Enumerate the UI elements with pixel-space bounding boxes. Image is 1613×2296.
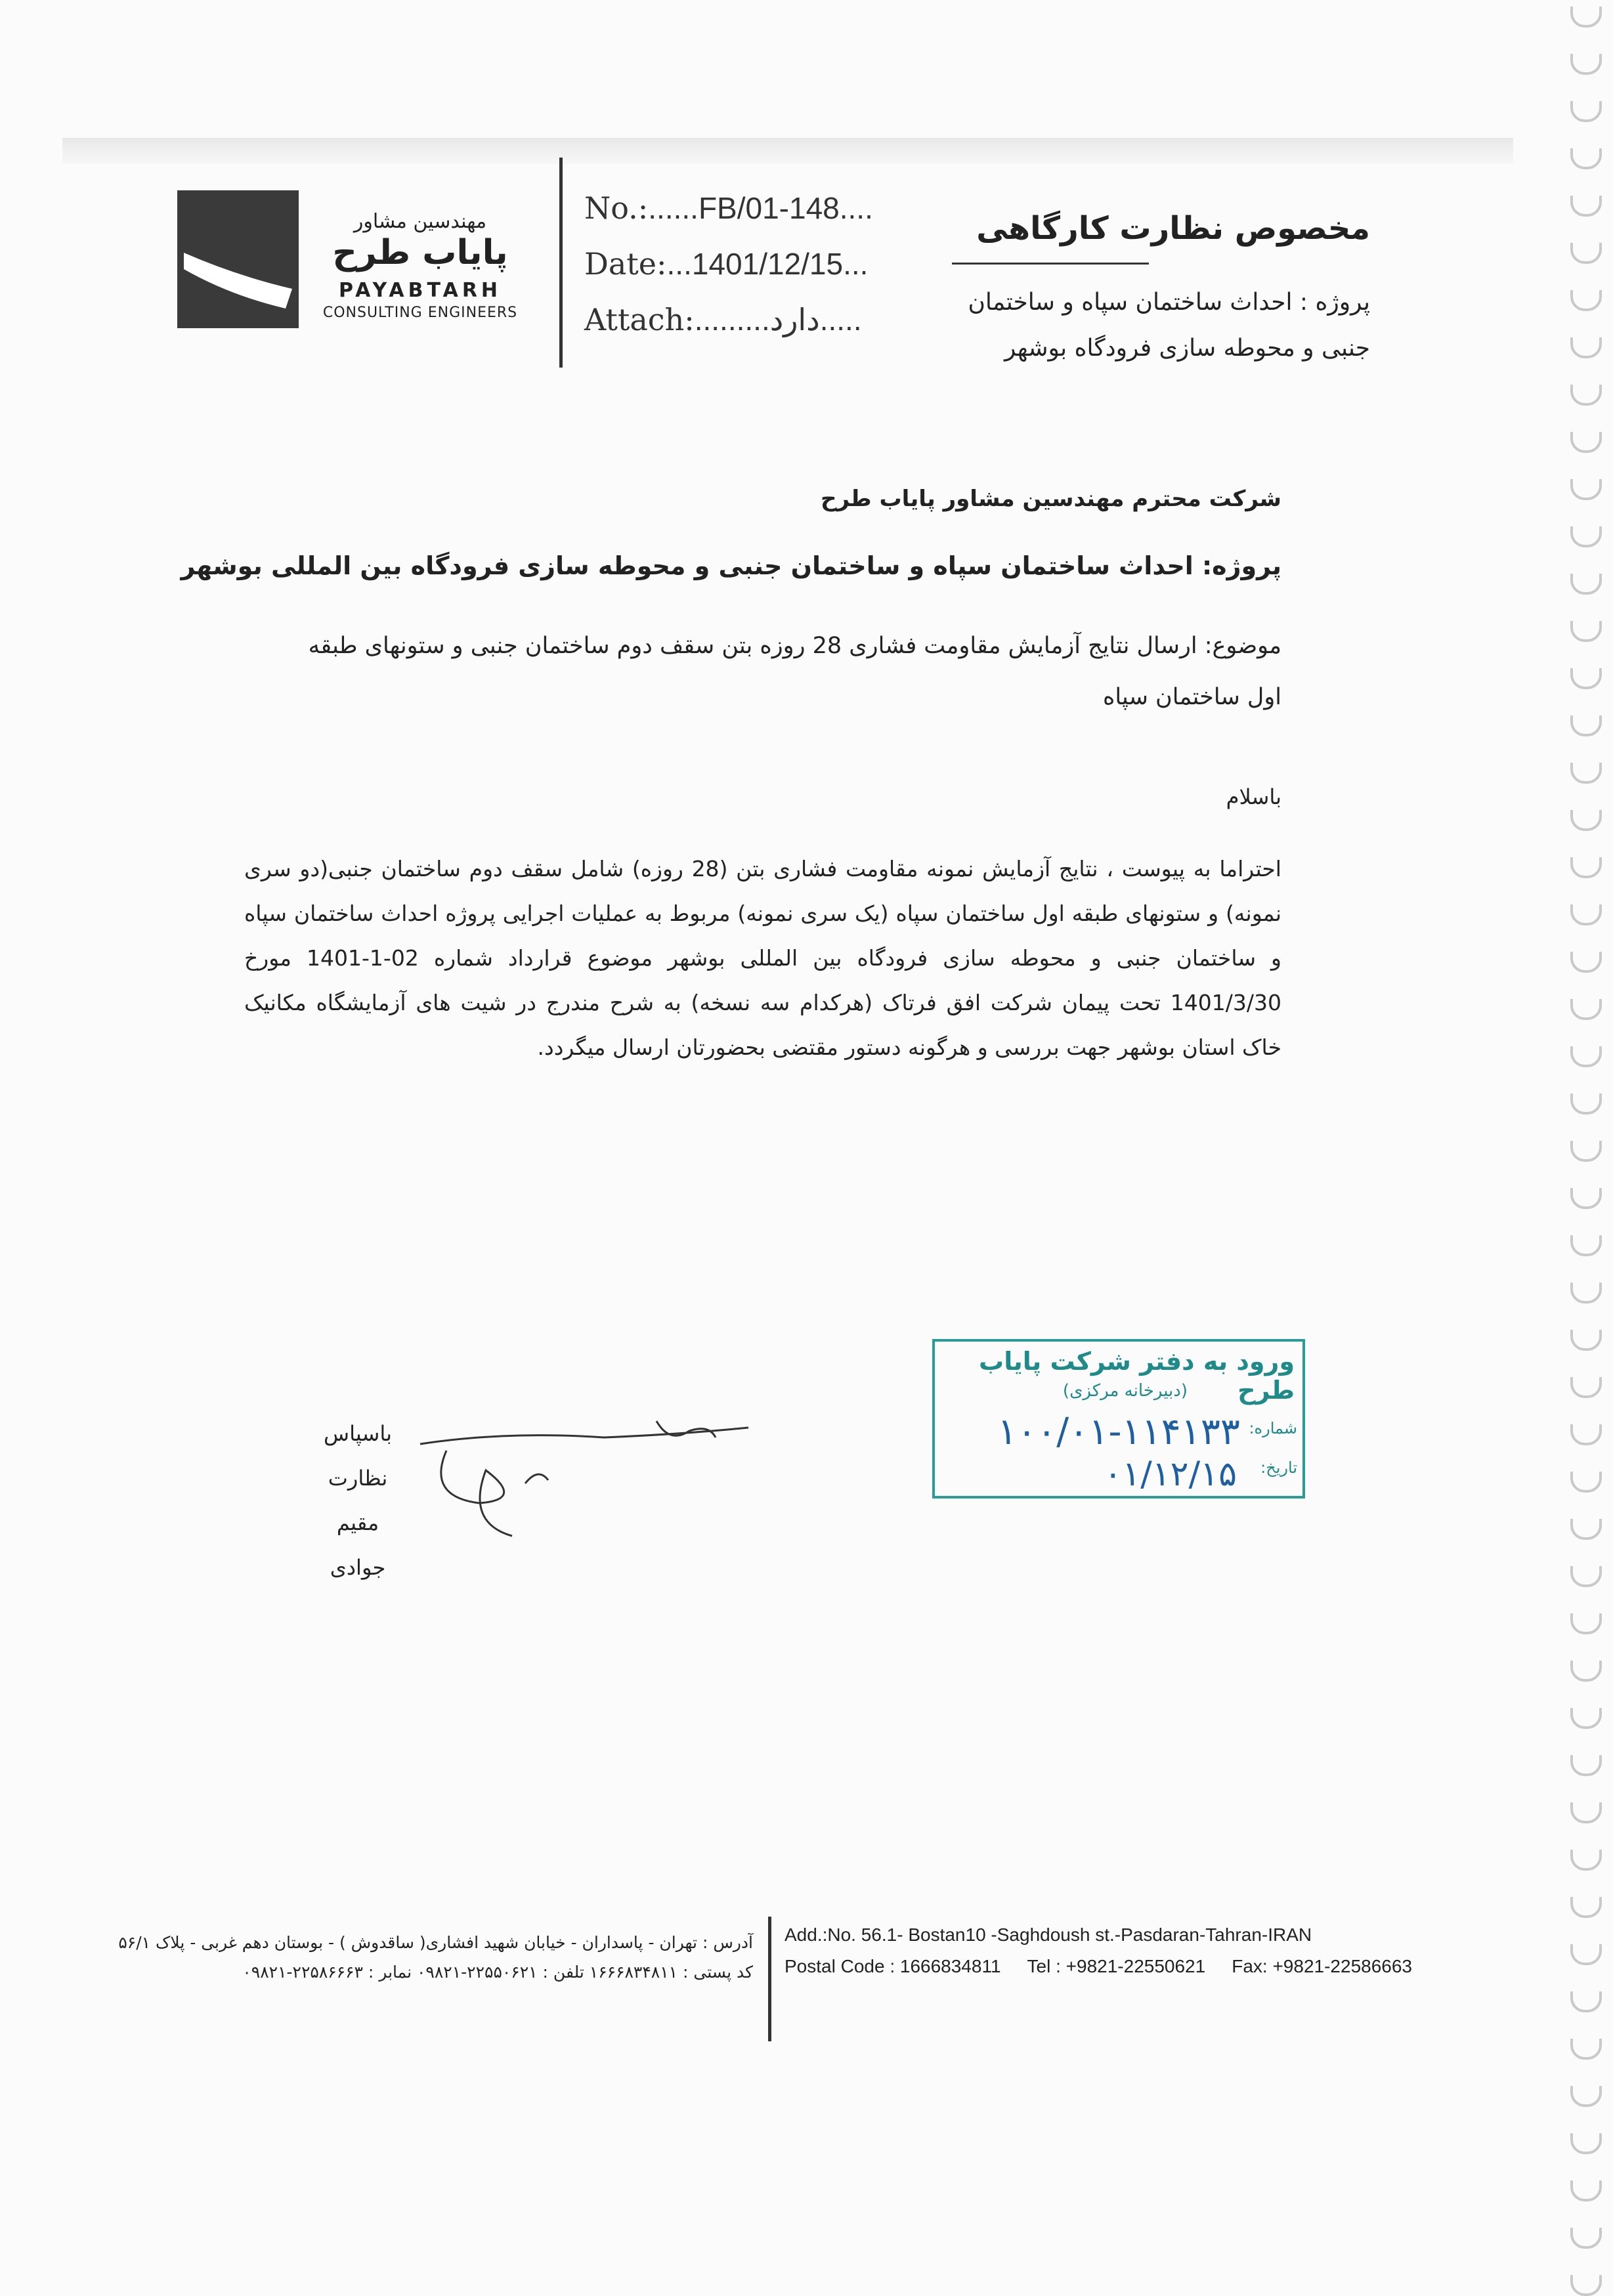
spiral-ring bbox=[1570, 1283, 1602, 1304]
stamp-number-value: ۱۰۰/۰۱-۱۱۴۱۳۳ bbox=[997, 1411, 1240, 1453]
logo-fa-subtitle: مهندسین مشاور bbox=[353, 210, 487, 233]
signature-block bbox=[309, 1411, 407, 1590]
header-divider bbox=[559, 158, 563, 368]
spiral-ring bbox=[1570, 1141, 1602, 1162]
recipient: شرکت محترم مهندسین مشاور پایاب طرح bbox=[821, 486, 1281, 512]
footer-contact-en bbox=[785, 1956, 1438, 1977]
spiral-ring bbox=[1570, 1661, 1602, 1682]
spiral-ring bbox=[1570, 290, 1602, 311]
letter-attach-value: .........دارد..... bbox=[694, 303, 862, 337]
stamp-subtitle: (دبیرخانه مرکزی) bbox=[1062, 1381, 1188, 1401]
spiral-ring bbox=[1570, 148, 1602, 169]
header-project-line2: جنبی و محوطه سازی فرودگاه بوشهر bbox=[1004, 335, 1370, 362]
greeting: باسلام bbox=[1226, 784, 1281, 809]
spiral-ring bbox=[1570, 999, 1602, 1020]
letter-number-value: ......FB/01-148.... bbox=[648, 191, 873, 225]
spiral-ring bbox=[1570, 1944, 1602, 1965]
spiral-ring bbox=[1570, 2275, 1602, 2296]
logo-en-subtitle: CONSULTING ENGINEERS bbox=[322, 305, 518, 321]
letter-number bbox=[584, 190, 873, 226]
spiral-ring bbox=[1570, 1708, 1602, 1729]
spiral-ring bbox=[1570, 2086, 1602, 2107]
stamp-date-label: تاریخ: bbox=[1260, 1458, 1297, 1477]
spiral-binding bbox=[1570, 0, 1606, 2287]
logo-english-text bbox=[309, 279, 532, 321]
footer-fax: Fax: +9821-22586663 bbox=[1232, 1956, 1412, 1976]
spiral-ring bbox=[1570, 2180, 1602, 2201]
signature-role: نظارت مقیم bbox=[328, 1466, 388, 1535]
footer-contact-fa: کد پستی : ۱۶۶۶۸۳۴۸۱۱ تلفن : ۲۲۵۵۰۶۲۱-۰۹۸۲۱ نمابر : ۲۲۵۸۶۶۶۳-۰۹۸۲۱ bbox=[242, 1963, 753, 1982]
letter-attachment bbox=[584, 302, 862, 337]
spiral-ring bbox=[1570, 1235, 1602, 1256]
header-project-line1: پروژه : احداث ساختمان سپاه و ساختمان bbox=[968, 289, 1370, 316]
letter-attach-label: Attach: bbox=[584, 302, 695, 337]
subject-line: موضوع: ارسال نتایج آزمایش مقاومت فشاری 28 روزه بتن سقف دوم ساختمان جنبی و ستونهای طبقه اول ساختمان سپاه bbox=[308, 633, 1281, 710]
signature-thanks: باسپاس bbox=[324, 1421, 392, 1446]
spiral-ring bbox=[1570, 1991, 1602, 2012]
letter-date-label: Date: bbox=[584, 246, 667, 282]
stamp-number-label: شماره: bbox=[1249, 1419, 1297, 1437]
spiral-ring bbox=[1570, 1755, 1602, 1776]
supervision-title: مخصوص نظارت کارگاهی bbox=[976, 210, 1370, 247]
spiral-ring bbox=[1570, 1472, 1602, 1493]
spiral-ring bbox=[1570, 621, 1602, 642]
spiral-ring bbox=[1570, 1330, 1602, 1351]
letter-number-label: No.: bbox=[584, 190, 649, 226]
letter-date-value: ...1401/12/15... bbox=[666, 247, 869, 281]
spiral-ring bbox=[1570, 668, 1602, 689]
supervision-underline bbox=[952, 263, 1149, 265]
spiral-ring bbox=[1570, 2133, 1602, 2154]
spiral-ring bbox=[1570, 7, 1602, 28]
project-title: پروژه: احداث ساختمان سپاه و ساختمان جنبی و محوطه سازی فرودگاه بین المللی بوشهر bbox=[181, 551, 1281, 580]
spiral-ring bbox=[1570, 196, 1602, 217]
spiral-ring bbox=[1570, 857, 1602, 878]
stamp-title: ورود به دفتر شرکت پایاب طرح bbox=[979, 1347, 1295, 1405]
spiral-ring bbox=[1570, 1377, 1602, 1398]
spiral-ring bbox=[1570, 1046, 1602, 1067]
signature-name: جوادی bbox=[330, 1555, 386, 1580]
scan-shadow-band bbox=[62, 138, 1513, 164]
company-logo-mark bbox=[177, 190, 299, 328]
spiral-ring bbox=[1570, 1613, 1602, 1634]
spiral-ring bbox=[1570, 243, 1602, 264]
spiral-ring bbox=[1570, 1850, 1602, 1871]
logo-fa-name: پایاب طرح bbox=[332, 233, 508, 272]
spiral-ring bbox=[1570, 715, 1602, 736]
spiral-ring bbox=[1570, 1424, 1602, 1445]
spiral-ring bbox=[1570, 2228, 1602, 2249]
footer-address-fa: آدرس : تهران - پاسداران - خیابان شهید افشاری( ساقدوش ) - بوستان دهم غربی - پلاک ۵۶/۱ bbox=[118, 1933, 753, 1952]
spiral-ring bbox=[1570, 1897, 1602, 1918]
logo-persian-text bbox=[309, 210, 532, 272]
spiral-ring bbox=[1570, 1566, 1602, 1587]
footer-divider bbox=[768, 1917, 771, 2041]
spiral-ring bbox=[1570, 574, 1602, 595]
handwritten-signature bbox=[407, 1405, 775, 1549]
spiral-ring bbox=[1570, 101, 1602, 122]
body-paragraph: احتراما به پیوست ، نتایج آزمایش نمونه مقاومت فشاری بتن (28 روزه) شامل سقف دوم ساختمان جنبی(دو سری نمونه) و ستونهای طبقه اول ساختمان سپاه (یک سری نمونه) مربوط به عملیات اجرایی پروژه احداث ساختمان سپاه و ساختمان جنبی و محوطه سازی فرودگاه بین المللی بوشهر موضوع قرارداد شماره 02-1-1401 مورخ 1401/3/30 تحت پیمان شرکت افق فرتاک (هرکدام سه نسخه) به شرح مندرج در شیت های آزمایشگاه مکانیک خاک استان بوشهر جهت بررسی و هرگونه دستور مقتضی بحضورتان ارسال میگردد. bbox=[244, 856, 1281, 1060]
spiral-ring bbox=[1570, 1802, 1602, 1823]
spiral-ring bbox=[1570, 432, 1602, 453]
spiral-ring bbox=[1570, 54, 1602, 75]
spiral-ring bbox=[1570, 952, 1602, 973]
stamp-date-value: ۰۱/۱۲/۱۵ bbox=[1104, 1455, 1237, 1494]
spiral-ring bbox=[1570, 763, 1602, 784]
spiral-ring bbox=[1570, 1094, 1602, 1115]
spiral-ring bbox=[1570, 1188, 1602, 1209]
footer-tel: Tel : +9821-22550621 bbox=[1027, 1956, 1206, 1976]
spiral-ring bbox=[1570, 810, 1602, 831]
receipt-stamp bbox=[932, 1339, 1305, 1499]
logo-icon bbox=[177, 190, 299, 328]
letter-date bbox=[584, 246, 868, 282]
logo-en-name: PAYABTARH bbox=[338, 279, 502, 302]
spiral-ring bbox=[1570, 1519, 1602, 1540]
footer-postal: Postal Code : 1666834811 bbox=[785, 1956, 1001, 1976]
footer-address-en: Add.:No. 56.1- Bostan10 -Saghdoush st.-Pasdaran-Tahran-IRAN bbox=[785, 1924, 1312, 1945]
spiral-ring bbox=[1570, 526, 1602, 547]
spiral-ring bbox=[1570, 385, 1602, 406]
spiral-ring bbox=[1570, 904, 1602, 925]
spiral-ring bbox=[1570, 337, 1602, 358]
spiral-ring bbox=[1570, 2039, 1602, 2060]
spiral-ring bbox=[1570, 479, 1602, 500]
